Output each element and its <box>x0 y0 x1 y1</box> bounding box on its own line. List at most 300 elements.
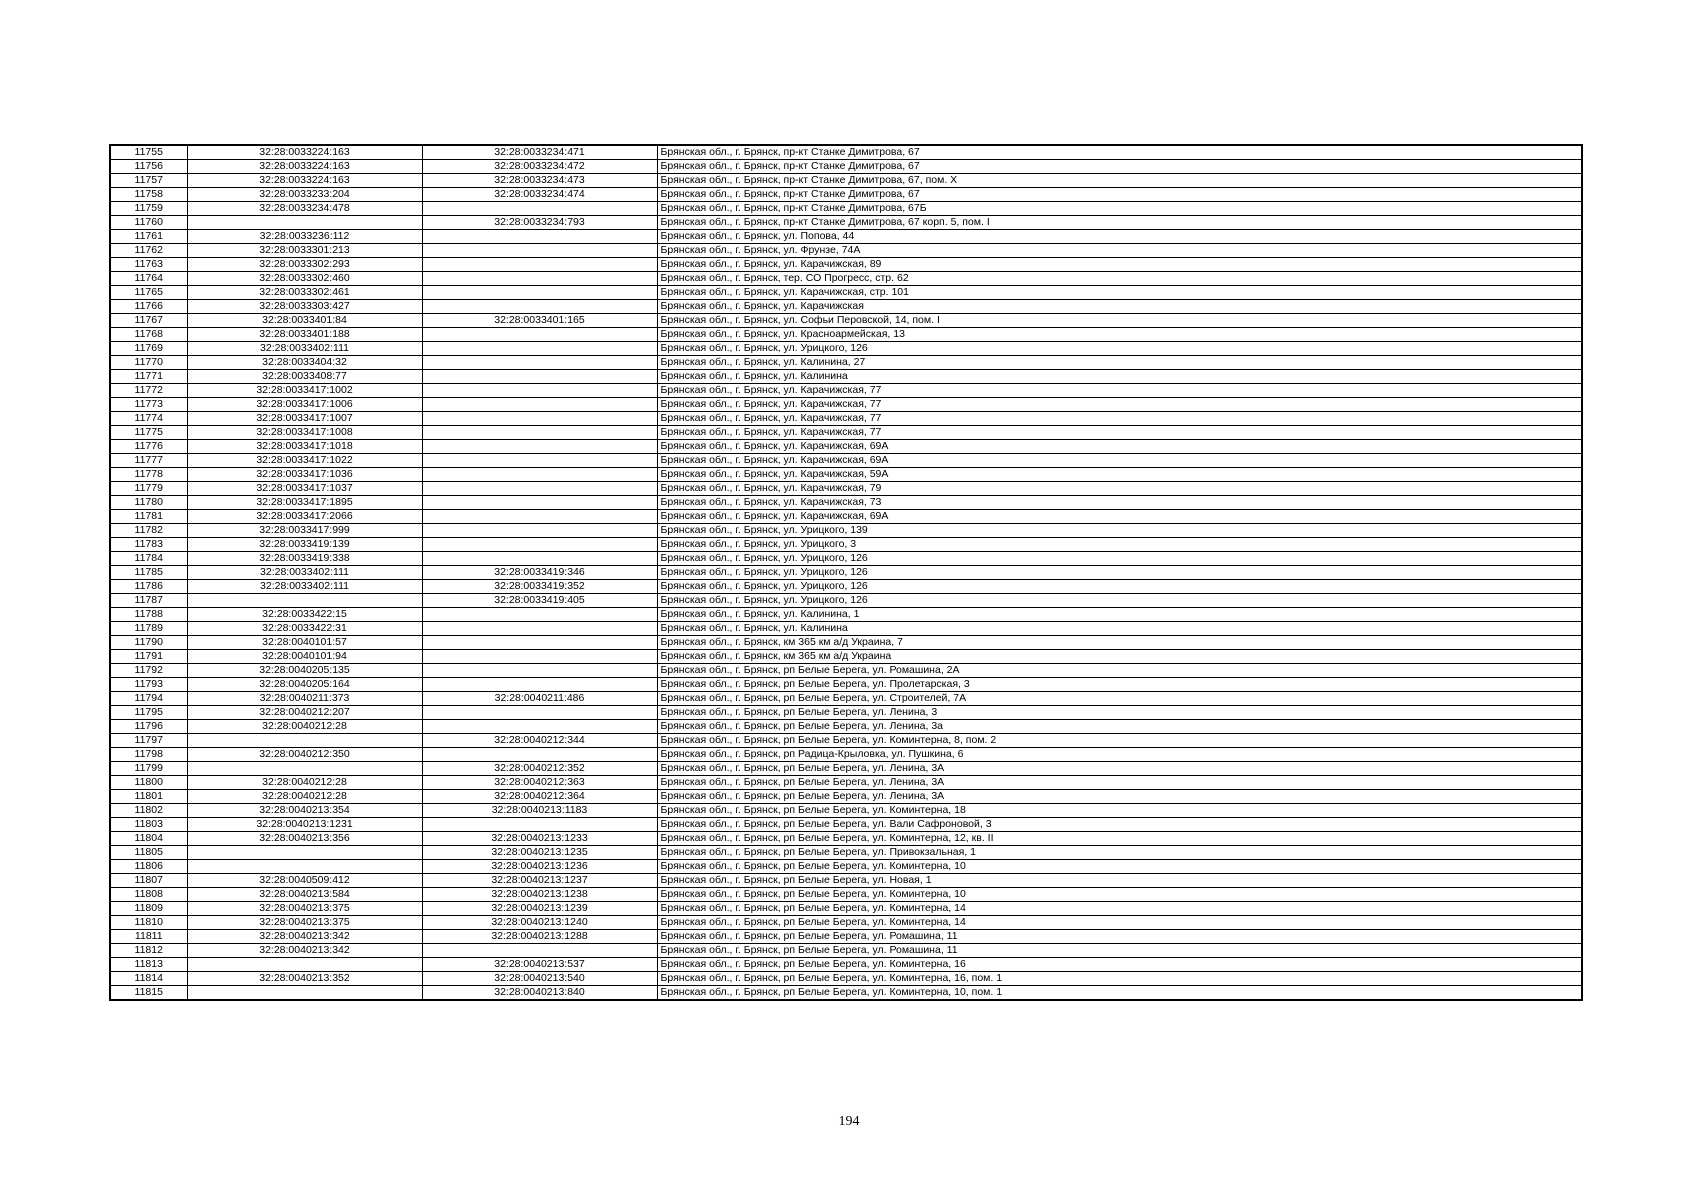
object-cadastral-number-cell <box>422 230 657 244</box>
address-cell: Брянская обл., г. Брянск, рп Белые Берега, ул. Ромашина, 11 <box>657 944 1582 958</box>
address-cell: Брянская обл., г. Брянск, рп Белые Берега, ул. Привокзальная, 1 <box>657 846 1582 860</box>
row-number-cell: 11780 <box>110 496 187 510</box>
address-cell: Брянская обл., г. Брянск, ул. Урицкого, 139 <box>657 524 1582 538</box>
table-body <box>110 145 1582 1000</box>
table-row <box>110 664 1582 678</box>
table-row <box>110 608 1582 622</box>
cadastral-number-cell: 32:28:0033402:111 <box>187 566 422 580</box>
object-cadastral-number-cell <box>422 356 657 370</box>
cadastral-number-cell: 32:28:0033417:1008 <box>187 426 422 440</box>
address-cell: Брянская обл., г. Брянск, км 365 км а/д Украина <box>657 650 1582 664</box>
cadastral-number-cell: 32:28:0033417:999 <box>187 524 422 538</box>
object-cadastral-number-cell: 32:28:0040212:344 <box>422 734 657 748</box>
address-cell: Брянская обл., г. Брянск, пр-кт Станке Димитрова, 67 <box>657 188 1582 202</box>
object-cadastral-number-cell: 32:28:0033234:473 <box>422 174 657 188</box>
object-cadastral-number-cell: 32:28:0033234:474 <box>422 188 657 202</box>
address-cell: Брянская обл., г. Брянск, рп Радица-Крыловка, ул. Пушкина, 6 <box>657 748 1582 762</box>
cadastral-number-cell: 32:28:0040212:28 <box>187 720 422 734</box>
row-number-cell: 11794 <box>110 692 187 706</box>
row-number-cell: 11786 <box>110 580 187 594</box>
row-number-cell: 11795 <box>110 706 187 720</box>
row-number-cell: 11757 <box>110 174 187 188</box>
row-number-cell: 11808 <box>110 888 187 902</box>
cadastral-number-cell: 32:28:0033417:2066 <box>187 510 422 524</box>
row-number-cell: 11770 <box>110 356 187 370</box>
object-cadastral-number-cell: 32:28:0040212:363 <box>422 776 657 790</box>
address-cell: Брянская обл., г. Брянск, рп Белые Берега, ул. Коминтерна, 16 <box>657 958 1582 972</box>
object-cadastral-number-cell <box>422 636 657 650</box>
address-cell: Брянская обл., г. Брянск, ул. Карачижская, 69А <box>657 454 1582 468</box>
cadastral-number-cell <box>187 846 422 860</box>
object-cadastral-number-cell: 32:28:0040211:486 <box>422 692 657 706</box>
row-number-cell: 11760 <box>110 216 187 230</box>
row-number-cell: 11758 <box>110 188 187 202</box>
row-number-cell: 11815 <box>110 986 187 1001</box>
row-number-cell: 11810 <box>110 916 187 930</box>
table-row <box>110 496 1582 510</box>
address-cell: Брянская обл., г. Брянск, рп Белые Берега, ул. Вали Сафроновой, 3 <box>657 818 1582 832</box>
cadastral-number-cell: 32:28:0040213:354 <box>187 804 422 818</box>
row-number-cell: 11767 <box>110 314 187 328</box>
table-row <box>110 790 1582 804</box>
table-row <box>110 356 1582 370</box>
cadastral-number-cell <box>187 216 422 230</box>
address-cell: Брянская обл., г. Брянск, ул. Урицкого, 126 <box>657 594 1582 608</box>
address-cell: Брянская обл., г. Брянск, тер. СО Прогресс, стр. 62 <box>657 272 1582 286</box>
row-number-cell: 11781 <box>110 510 187 524</box>
cadastral-number-cell: 32:28:0033417:1007 <box>187 412 422 426</box>
address-cell: Брянская обл., г. Брянск, рп Белые Берега, ул. Ленина, 3 <box>657 706 1582 720</box>
address-cell: Брянская обл., г. Брянск, рп Белые Берега, ул. Ленина, 3А <box>657 762 1582 776</box>
table-row <box>110 524 1582 538</box>
row-number-cell: 11763 <box>110 258 187 272</box>
address-cell: Брянская обл., г. Брянск, ул. Карачижская, 77 <box>657 426 1582 440</box>
object-cadastral-number-cell: 32:28:0040213:1235 <box>422 846 657 860</box>
object-cadastral-number-cell <box>422 496 657 510</box>
table-row <box>110 720 1582 734</box>
object-cadastral-number-cell: 32:28:0040213:840 <box>422 986 657 1001</box>
object-cadastral-number-cell: 32:28:0033234:472 <box>422 160 657 174</box>
table-row <box>110 874 1582 888</box>
cadastral-number-cell: 32:28:0040211:373 <box>187 692 422 706</box>
address-cell: Брянская обл., г. Брянск, ул. Карачижская, 73 <box>657 496 1582 510</box>
table-row <box>110 482 1582 496</box>
address-cell: Брянская обл., г. Брянск, рп Белые Берега, ул. Коминтерна, 14 <box>657 916 1582 930</box>
row-number-cell: 11774 <box>110 412 187 426</box>
object-cadastral-number-cell: 32:28:0033419:405 <box>422 594 657 608</box>
table-row <box>110 188 1582 202</box>
row-number-cell: 11756 <box>110 160 187 174</box>
table-row <box>110 986 1582 1001</box>
table-row <box>110 692 1582 706</box>
address-cell: Брянская обл., г. Брянск, ул. Карачижская, 77 <box>657 384 1582 398</box>
row-number-cell: 11755 <box>110 145 187 160</box>
address-cell: Брянская обл., г. Брянск, ул. Карачижская, 69А <box>657 510 1582 524</box>
object-cadastral-number-cell: 32:28:0033234:471 <box>422 145 657 160</box>
cadastral-number-cell: 32:28:0033224:163 <box>187 174 422 188</box>
address-cell: Брянская обл., г. Брянск, рп Белые Берега, ул. Коминтерна, 8, пом. 2 <box>657 734 1582 748</box>
cadastral-number-cell: 32:28:0033419:139 <box>187 538 422 552</box>
page-number: 194 <box>838 1114 860 1129</box>
address-cell: Брянская обл., г. Брянск, ул. Карачижская, 69А <box>657 440 1582 454</box>
object-cadastral-number-cell <box>422 524 657 538</box>
address-cell: Брянская обл., г. Брянск, ул. Карачижская, 79 <box>657 482 1582 496</box>
object-cadastral-number-cell <box>422 748 657 762</box>
table-row <box>110 440 1582 454</box>
row-number-cell: 11775 <box>110 426 187 440</box>
object-cadastral-number-cell <box>422 244 657 258</box>
object-cadastral-number-cell: 32:28:0040212:352 <box>422 762 657 776</box>
cadastral-number-cell: 32:28:0033234:478 <box>187 202 422 216</box>
address-cell: Брянская обл., г. Брянск, ул. Карачижская, стр. 101 <box>657 286 1582 300</box>
table-row <box>110 916 1582 930</box>
object-cadastral-number-cell <box>422 818 657 832</box>
object-cadastral-number-cell <box>422 286 657 300</box>
address-cell: Брянская обл., г. Брянск, пр-кт Станке Димитрова, 67 корп. 5, пом. I <box>657 216 1582 230</box>
cadastral-number-cell: 32:28:0033401:188 <box>187 328 422 342</box>
object-cadastral-number-cell <box>422 608 657 622</box>
row-number-cell: 11785 <box>110 566 187 580</box>
cadastral-number-cell: 32:28:0040213:375 <box>187 916 422 930</box>
object-cadastral-number-cell <box>422 538 657 552</box>
table-row <box>110 972 1582 986</box>
address-cell: Брянская обл., г. Брянск, рп Белые Берега, ул. Пролетарская, 3 <box>657 678 1582 692</box>
cadastral-number-cell: 32:28:0033301:213 <box>187 244 422 258</box>
object-cadastral-number-cell <box>422 202 657 216</box>
address-cell: Брянская обл., г. Брянск, ул. Карачижская, 59А <box>657 468 1582 482</box>
address-cell: Брянская обл., г. Брянск, рп Белые Берега, ул. Ленина, 3а <box>657 720 1582 734</box>
table-row <box>110 426 1582 440</box>
object-cadastral-number-cell <box>422 552 657 566</box>
cadastral-number-cell: 32:28:0040213:1231 <box>187 818 422 832</box>
address-cell: Брянская обл., г. Брянск, рп Белые Берега, ул. Коминтерна, 16, пом. 1 <box>657 972 1582 986</box>
address-cell: Брянская обл., г. Брянск, рп Белые Берега, ул. Ромашина, 11 <box>657 930 1582 944</box>
object-cadastral-number-cell: 32:28:0033419:346 <box>422 566 657 580</box>
row-number-cell: 11793 <box>110 678 187 692</box>
address-cell: Брянская обл., г. Брянск, ул. Софьи Перовской, 14, пом. I <box>657 314 1582 328</box>
cadastral-number-cell: 32:28:0033402:111 <box>187 342 422 356</box>
address-cell: Брянская обл., г. Брянск, км 365 км а/д Украина, 7 <box>657 636 1582 650</box>
table-row <box>110 762 1582 776</box>
cadastral-number-cell: 32:28:0033302:293 <box>187 258 422 272</box>
table-row <box>110 370 1582 384</box>
table-row <box>110 622 1582 636</box>
row-number-cell: 11764 <box>110 272 187 286</box>
row-number-cell: 11807 <box>110 874 187 888</box>
address-cell: Брянская обл., г. Брянск, пр-кт Станке Димитрова, 67, пом. X <box>657 174 1582 188</box>
row-number-cell: 11805 <box>110 846 187 860</box>
table-row <box>110 636 1582 650</box>
row-number-cell: 11761 <box>110 230 187 244</box>
address-cell: Брянская обл., г. Брянск, ул. Урицкого, 3 <box>657 538 1582 552</box>
address-cell: Брянская обл., г. Брянск, ул. Попова, 44 <box>657 230 1582 244</box>
object-cadastral-number-cell: 32:28:0040213:540 <box>422 972 657 986</box>
table-row <box>110 510 1582 524</box>
table-row <box>110 650 1582 664</box>
object-cadastral-number-cell <box>422 720 657 734</box>
object-cadastral-number-cell: 32:28:0033401:165 <box>422 314 657 328</box>
row-number-cell: 11811 <box>110 930 187 944</box>
cadastral-number-cell: 32:28:0033233:204 <box>187 188 422 202</box>
object-cadastral-number-cell: 32:28:0040213:1237 <box>422 874 657 888</box>
object-cadastral-number-cell <box>422 384 657 398</box>
address-cell: Брянская обл., г. Брянск, пр-кт Станке Димитрова, 67Б <box>657 202 1582 216</box>
cadastral-number-cell <box>187 986 422 1001</box>
address-cell: Брянская обл., г. Брянск, ул. Фрунзе, 74А <box>657 244 1582 258</box>
table-row <box>110 244 1582 258</box>
row-number-cell: 11801 <box>110 790 187 804</box>
table-row <box>110 174 1582 188</box>
cadastral-number-cell: 32:28:0033302:461 <box>187 286 422 300</box>
cadastral-number-cell: 32:28:0040205:135 <box>187 664 422 678</box>
table-row <box>110 454 1582 468</box>
cadastral-number-cell: 32:28:0040212:207 <box>187 706 422 720</box>
object-cadastral-number-cell <box>422 482 657 496</box>
row-number-cell: 11766 <box>110 300 187 314</box>
registry-table <box>109 144 1583 1001</box>
table-row <box>110 286 1582 300</box>
row-number-cell: 11779 <box>110 482 187 496</box>
row-number-cell: 11791 <box>110 650 187 664</box>
object-cadastral-number-cell <box>422 342 657 356</box>
object-cadastral-number-cell <box>422 328 657 342</box>
object-cadastral-number-cell <box>422 300 657 314</box>
object-cadastral-number-cell <box>422 258 657 272</box>
row-number-cell: 11798 <box>110 748 187 762</box>
cadastral-number-cell: 32:28:0033224:163 <box>187 160 422 174</box>
table-row <box>110 300 1582 314</box>
address-cell: Брянская обл., г. Брянск, рп Белые Берега, ул. Коминтерна, 12, кв. II <box>657 832 1582 846</box>
object-cadastral-number-cell: 32:28:0040213:1240 <box>422 916 657 930</box>
row-number-cell: 11806 <box>110 860 187 874</box>
address-cell: Брянская обл., г. Брянск, рп Белые Берега, ул. Коминтерна, 10 <box>657 888 1582 902</box>
table-row <box>110 258 1582 272</box>
cadastral-number-cell: 32:28:0033417:1018 <box>187 440 422 454</box>
table-row <box>110 748 1582 762</box>
row-number-cell: 11814 <box>110 972 187 986</box>
row-number-cell: 11777 <box>110 454 187 468</box>
object-cadastral-number-cell: 32:28:0033419:352 <box>422 580 657 594</box>
address-cell: Брянская обл., г. Брянск, рп Белые Берега, ул. Ленина, 3А <box>657 790 1582 804</box>
object-cadastral-number-cell <box>422 272 657 286</box>
table-row <box>110 160 1582 174</box>
cadastral-number-cell: 32:28:0033417:1006 <box>187 398 422 412</box>
table-row <box>110 538 1582 552</box>
table-row <box>110 566 1582 580</box>
table-row <box>110 552 1582 566</box>
row-number-cell: 11773 <box>110 398 187 412</box>
table-row <box>110 776 1582 790</box>
address-cell: Брянская обл., г. Брянск, ул. Красноармейская, 13 <box>657 328 1582 342</box>
address-cell: Брянская обл., г. Брянск, рп Белые Берега, ул. Ленина, 3А <box>657 776 1582 790</box>
object-cadastral-number-cell <box>422 468 657 482</box>
object-cadastral-number-cell <box>422 650 657 664</box>
row-number-cell: 11803 <box>110 818 187 832</box>
table-row <box>110 342 1582 356</box>
row-number-cell: 11762 <box>110 244 187 258</box>
address-cell: Брянская обл., г. Брянск, рп Белые Берега, ул. Ромашина, 2А <box>657 664 1582 678</box>
table-row <box>110 958 1582 972</box>
table-row <box>110 594 1582 608</box>
cadastral-number-cell: 32:28:0040213:342 <box>187 944 422 958</box>
table-row <box>110 272 1582 286</box>
cadastral-number-cell: 32:28:0033422:15 <box>187 608 422 622</box>
address-cell: Брянская обл., г. Брянск, ул. Калинина <box>657 622 1582 636</box>
row-number-cell: 11765 <box>110 286 187 300</box>
address-cell: Брянская обл., г. Брянск, рп Белые Берега, ул. Коминтерна, 10, пом. 1 <box>657 986 1582 1001</box>
table-row <box>110 230 1582 244</box>
table-row <box>110 216 1582 230</box>
row-number-cell: 11789 <box>110 622 187 636</box>
row-number-cell: 11783 <box>110 538 187 552</box>
address-cell: Брянская обл., г. Брянск, ул. Карачижская, 77 <box>657 398 1582 412</box>
cadastral-number-cell: 32:28:0033236:112 <box>187 230 422 244</box>
object-cadastral-number-cell: 32:28:0033234:793 <box>422 216 657 230</box>
table-row <box>110 580 1582 594</box>
object-cadastral-number-cell <box>422 622 657 636</box>
cadastral-number-cell: 32:28:0040101:57 <box>187 636 422 650</box>
address-cell: Брянская обл., г. Брянск, ул. Урицкого, 126 <box>657 580 1582 594</box>
cadastral-number-cell: 32:28:0033404:32 <box>187 356 422 370</box>
table-row <box>110 944 1582 958</box>
table-row <box>110 468 1582 482</box>
table-row <box>110 314 1582 328</box>
address-cell: Брянская обл., г. Брянск, ул. Калинина, 1 <box>657 608 1582 622</box>
row-number-cell: 11768 <box>110 328 187 342</box>
object-cadastral-number-cell: 32:28:0040213:1288 <box>422 930 657 944</box>
object-cadastral-number-cell <box>422 426 657 440</box>
cadastral-number-cell <box>187 958 422 972</box>
object-cadastral-number-cell: 32:28:0040213:1233 <box>422 832 657 846</box>
object-cadastral-number-cell <box>422 398 657 412</box>
cadastral-number-cell: 32:28:0040509:412 <box>187 874 422 888</box>
object-cadastral-number-cell: 32:28:0040213:1238 <box>422 888 657 902</box>
cadastral-number-cell: 32:28:0033402:111 <box>187 580 422 594</box>
address-cell: Брянская обл., г. Брянск, пр-кт Станке Димитрова, 67 <box>657 160 1582 174</box>
object-cadastral-number-cell <box>422 454 657 468</box>
object-cadastral-number-cell <box>422 944 657 958</box>
cadastral-number-cell: 32:28:0033417:1002 <box>187 384 422 398</box>
row-number-cell: 11759 <box>110 202 187 216</box>
cadastral-number-cell: 32:28:0040205:164 <box>187 678 422 692</box>
row-number-cell: 11784 <box>110 552 187 566</box>
address-cell: Брянская обл., г. Брянск, рп Белые Берега, ул. Коминтерна, 18 <box>657 804 1582 818</box>
table-row <box>110 902 1582 916</box>
cadastral-number-cell: 32:28:0033422:31 <box>187 622 422 636</box>
table-row <box>110 818 1582 832</box>
object-cadastral-number-cell: 32:28:0040213:1239 <box>422 902 657 916</box>
address-cell: Брянская обл., г. Брянск, пр-кт Станке Димитрова, 67 <box>657 145 1582 160</box>
address-cell: Брянская обл., г. Брянск, рп Белые Берега, ул. Строителей, 7А <box>657 692 1582 706</box>
address-cell: Брянская обл., г. Брянск, рп Белые Берега, ул. Коминтерна, 10 <box>657 860 1582 874</box>
cadastral-number-cell: 32:28:0040213:356 <box>187 832 422 846</box>
address-cell: Брянская обл., г. Брянск, ул. Карачижская, 77 <box>657 412 1582 426</box>
object-cadastral-number-cell <box>422 370 657 384</box>
row-number-cell: 11771 <box>110 370 187 384</box>
table-row <box>110 804 1582 818</box>
row-number-cell: 11792 <box>110 664 187 678</box>
cadastral-number-cell: 32:28:0033419:338 <box>187 552 422 566</box>
row-number-cell: 11787 <box>110 594 187 608</box>
cadastral-number-cell: 32:28:0033417:1895 <box>187 496 422 510</box>
cadastral-number-cell: 32:28:0040213:375 <box>187 902 422 916</box>
row-number-cell: 11790 <box>110 636 187 650</box>
cadastral-number-cell: 32:28:0033417:1037 <box>187 482 422 496</box>
row-number-cell: 11776 <box>110 440 187 454</box>
row-number-cell: 11797 <box>110 734 187 748</box>
cadastral-number-cell: 32:28:0040212:28 <box>187 790 422 804</box>
cadastral-number-cell: 32:28:0040213:342 <box>187 930 422 944</box>
row-number-cell: 11782 <box>110 524 187 538</box>
address-cell: Брянская обл., г. Брянск, ул. Калинина, 27 <box>657 356 1582 370</box>
cadastral-number-cell: 32:28:0040101:94 <box>187 650 422 664</box>
row-number-cell: 11809 <box>110 902 187 916</box>
table-row <box>110 846 1582 860</box>
cadastral-number-cell: 32:28:0033303:427 <box>187 300 422 314</box>
row-number-cell: 11778 <box>110 468 187 482</box>
object-cadastral-number-cell: 32:28:0040213:537 <box>422 958 657 972</box>
table-row <box>110 930 1582 944</box>
row-number-cell: 11812 <box>110 944 187 958</box>
address-cell: Брянская обл., г. Брянск, рп Белые Берега, ул. Коминтерна, 14 <box>657 902 1582 916</box>
cadastral-number-cell: 32:28:0033408:77 <box>187 370 422 384</box>
object-cadastral-number-cell <box>422 678 657 692</box>
row-number-cell: 11804 <box>110 832 187 846</box>
table-row <box>110 678 1582 692</box>
cadastral-number-cell: 32:28:0033417:1022 <box>187 454 422 468</box>
table-row <box>110 860 1582 874</box>
cadastral-number-cell <box>187 860 422 874</box>
table-row <box>110 384 1582 398</box>
address-cell: Брянская обл., г. Брянск, ул. Калинина <box>657 370 1582 384</box>
address-cell: Брянская обл., г. Брянск, ул. Урицкого, 126 <box>657 552 1582 566</box>
object-cadastral-number-cell <box>422 440 657 454</box>
cadastral-number-cell: 32:28:0033417:1036 <box>187 468 422 482</box>
table-row <box>110 412 1582 426</box>
address-cell: Брянская обл., г. Брянск, ул. Карачижская <box>657 300 1582 314</box>
cadastral-number-cell <box>187 734 422 748</box>
object-cadastral-number-cell: 32:28:0040212:364 <box>422 790 657 804</box>
cadastral-number-cell: 32:28:0040213:352 <box>187 972 422 986</box>
table-row <box>110 832 1582 846</box>
cadastral-number-cell: 32:28:0033224:163 <box>187 145 422 160</box>
row-number-cell: 11788 <box>110 608 187 622</box>
table-row <box>110 398 1582 412</box>
cadastral-number-cell: 32:28:0033401:84 <box>187 314 422 328</box>
cadastral-number-cell: 32:28:0033302:460 <box>187 272 422 286</box>
table-row <box>110 328 1582 342</box>
row-number-cell: 11772 <box>110 384 187 398</box>
table-row <box>110 706 1582 720</box>
row-number-cell: 11769 <box>110 342 187 356</box>
object-cadastral-number-cell <box>422 510 657 524</box>
address-cell: Брянская обл., г. Брянск, ул. Урицкого, 126 <box>657 566 1582 580</box>
address-cell: Брянская обл., г. Брянск, рп Белые Берега, ул. Новая, 1 <box>657 874 1582 888</box>
table-row <box>110 145 1582 160</box>
row-number-cell: 11796 <box>110 720 187 734</box>
row-number-cell: 11800 <box>110 776 187 790</box>
cadastral-number-cell: 32:28:0040212:350 <box>187 748 422 762</box>
cadastral-number-cell: 32:28:0040213:584 <box>187 888 422 902</box>
address-cell: Брянская обл., г. Брянск, ул. Карачижская, 89 <box>657 258 1582 272</box>
table-row <box>110 888 1582 902</box>
row-number-cell: 11813 <box>110 958 187 972</box>
object-cadastral-number-cell <box>422 664 657 678</box>
object-cadastral-number-cell <box>422 706 657 720</box>
table-row <box>110 734 1582 748</box>
cadastral-number-cell <box>187 594 422 608</box>
object-cadastral-number-cell: 32:28:0040213:1183 <box>422 804 657 818</box>
